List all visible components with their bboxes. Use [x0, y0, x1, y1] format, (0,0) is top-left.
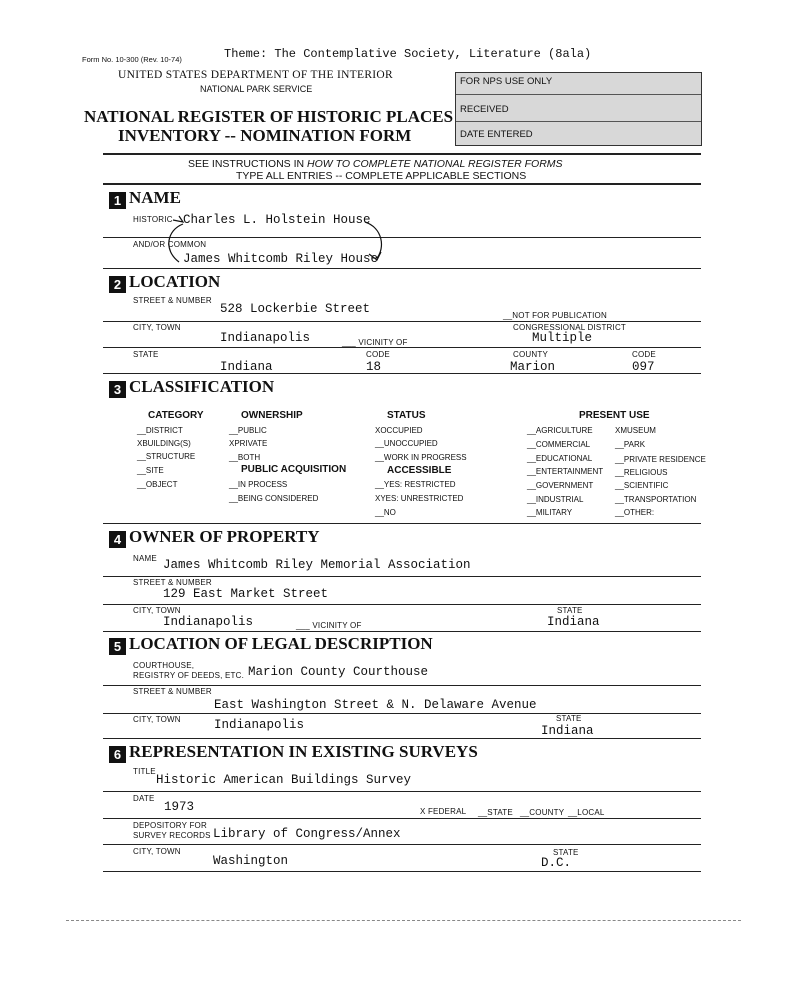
street-value: 528 Lockerbie Street: [220, 302, 371, 316]
street-label: STREET & NUMBER: [133, 296, 212, 305]
section-title: OWNER OF PROPERTY: [129, 527, 320, 546]
rule: [103, 373, 701, 374]
section-1-heading: [109, 188, 181, 209]
category-header: CATEGORY: [148, 410, 204, 421]
historic-label: HISTORIC: [133, 215, 173, 224]
rule: [103, 268, 701, 269]
present-use-option: __RELIGIOUS: [615, 468, 668, 477]
category-option: XBUILDING(S): [137, 439, 191, 448]
common-label: AND/OR COMMON: [133, 240, 207, 249]
survey-title-label: TITLE: [133, 767, 156, 776]
courthouse-label: COURTHOUSE,: [133, 661, 195, 670]
rule: [103, 738, 701, 739]
owner-name-label: NAME: [133, 554, 157, 563]
rule: [103, 523, 701, 524]
form-title-1: NATIONAL REGISTER OF HISTORIC PLACES: [84, 107, 454, 126]
section-number: 1: [109, 192, 126, 209]
county-label: COUNTY: [513, 350, 548, 359]
section-4-heading: [109, 527, 320, 548]
city-label: CITY, TOWN: [133, 715, 181, 724]
date-label: DATE: [133, 794, 155, 803]
rule: [103, 631, 701, 632]
congressional-value: Multiple: [532, 331, 593, 345]
county-option: __COUNTY: [520, 808, 565, 817]
section-number: 3: [109, 381, 126, 398]
section-title: LOCATION OF LEGAL DESCRIPTION: [129, 634, 433, 653]
instructions-title: HOW TO COMPLETE NATIONAL REGISTER FORMS: [307, 158, 563, 170]
county-value: Marion: [510, 360, 556, 374]
acquisition-option: __IN PROCESS: [229, 480, 288, 489]
ownership-option: __PUBLIC: [229, 426, 267, 435]
historic-name: Charles L. Holstein House: [183, 213, 371, 227]
status-option: XOCCUPIED: [375, 426, 423, 435]
section-6-heading: [109, 742, 478, 763]
vicinity-label: ___ VICINITY OF: [296, 621, 362, 630]
present-use-option: __PRIVATE RESIDENCE: [615, 455, 706, 464]
city-label: CITY, TOWN: [133, 606, 181, 615]
code-label: CODE: [366, 350, 390, 359]
present-use-option: __PARK: [615, 440, 646, 449]
service: NATIONAL PARK SERVICE: [200, 84, 313, 94]
legal-street: East Washington Street & N. Delaware Avenue: [214, 698, 537, 712]
accessible-option: __YES: RESTRICTED: [375, 480, 456, 489]
survey-date: 1973: [164, 800, 195, 814]
section-title: CLASSIFICATION: [129, 377, 275, 396]
section-number: 6: [109, 746, 126, 763]
section-number: 4: [109, 531, 126, 548]
federal-option: X FEDERAL: [420, 807, 467, 816]
present-use-option: __AGRICULTURE: [527, 426, 593, 435]
rule: [103, 347, 701, 348]
header-rule: [103, 153, 701, 155]
present-use-option: __COMMERCIAL: [527, 440, 591, 449]
not-for-publication: __NOT FOR PUBLICATION: [503, 311, 607, 320]
registry-label: REGISTRY OF DEEDS, ETC.: [133, 671, 244, 680]
form-title-2: INVENTORY -- NOMINATION FORM: [118, 126, 412, 145]
category-option: __SITE: [137, 466, 164, 475]
rule: [103, 791, 701, 792]
code-value: 18: [366, 360, 382, 374]
instructions-1: [188, 158, 563, 170]
present-use-header: PRESENT USE: [579, 410, 650, 421]
present-use-option: __ENTERTAINMENT: [527, 467, 604, 476]
category-option: __OBJECT: [137, 480, 178, 489]
local-option: __LOCAL: [568, 808, 605, 817]
acquisition-option: __BEING CONSIDERED: [229, 494, 319, 503]
instructions-rule: [103, 183, 701, 185]
rule: [103, 713, 701, 714]
accessible-option: __NO: [375, 508, 396, 517]
survey-title: Historic American Buildings Survey: [156, 773, 412, 787]
instructions-2: TYPE ALL ENTRIES -- COMPLETE APPLICABLE SECTIONS: [236, 170, 527, 182]
present-use-option: __SCIENTIFIC: [615, 481, 669, 490]
nps-use-label: FOR NPS USE ONLY: [460, 76, 553, 87]
rule: [103, 576, 701, 577]
public-acquisition-header: PUBLIC ACQUISITION: [241, 464, 347, 475]
ownership-header: OWNERSHIP: [241, 410, 303, 421]
instructions-prefix: SEE INSTRUCTIONS IN: [188, 158, 308, 170]
status-option: __UNOCCUPIED: [375, 439, 438, 448]
section-title: LOCATION: [129, 272, 221, 291]
rule: [103, 871, 701, 872]
legal-state: Indiana: [541, 724, 594, 738]
state-label: STATE: [133, 350, 159, 359]
legal-city: Indianapolis: [214, 718, 305, 732]
nps-use-box: [455, 72, 702, 146]
category-option: __DISTRICT: [137, 426, 183, 435]
theme-line: Theme: The Contemplative Society, Literature (8ala): [224, 47, 592, 61]
form-number: Form No. 10-300 (Rev. 10-74): [82, 55, 182, 64]
rule: [103, 321, 701, 322]
section-number: 5: [109, 638, 126, 655]
owner-name: James Whitcomb Riley Memorial Association: [163, 558, 471, 572]
survey-state: D.C.: [541, 856, 572, 870]
city-value: Indianapolis: [220, 331, 311, 345]
courthouse-value: Marion County Courthouse: [248, 665, 429, 679]
survey-city: Washington: [213, 854, 289, 868]
section-title: NAME: [129, 188, 181, 207]
date-entered-label: DATE ENTERED: [460, 129, 533, 140]
depository-label-2: SURVEY RECORDS: [133, 831, 211, 840]
street-label: STREET & NUMBER: [133, 687, 212, 696]
nps-divider: [456, 94, 701, 95]
accessible-header: ACCESSIBLE: [387, 465, 452, 476]
received-label: RECEIVED: [460, 104, 509, 115]
depository-value: Library of Congress/Annex: [213, 827, 401, 841]
congressional-label: CONGRESSIONAL DISTRICT: [513, 323, 627, 332]
vicinity-label: ___ VICINITY OF: [342, 338, 408, 347]
common-name: James Whitcomb Riley House: [183, 252, 379, 266]
county-code-label: CODE: [632, 350, 656, 359]
present-use-option: __MILITARY: [527, 508, 573, 517]
state-label: STATE: [553, 848, 579, 857]
swap-arrows-icon: [155, 210, 395, 270]
ownership-option: __BOTH: [229, 453, 261, 462]
present-use-option: __GOVERNMENT: [527, 481, 594, 490]
rule: [103, 818, 701, 819]
ownership-option: XPRIVATE: [229, 439, 268, 448]
street-label: STREET & NUMBER: [133, 578, 212, 587]
nps-divider: [456, 121, 701, 122]
present-use-option: __EDUCATIONAL: [527, 454, 593, 463]
section-5-heading: [109, 634, 433, 655]
rule: [103, 844, 701, 845]
section-2-heading: [109, 272, 220, 293]
status-option: __WORK IN PROGRESS: [375, 453, 467, 462]
section-number: 2: [109, 276, 126, 293]
city-label: CITY, TOWN: [133, 847, 181, 856]
category-option: __STRUCTURE: [137, 452, 196, 461]
owner-street: 129 East Market Street: [163, 587, 329, 601]
bottom-dashed-rule: [66, 920, 741, 921]
present-use-option: __TRANSPORTATION: [615, 495, 697, 504]
department: UNITED STATES DEPARTMENT OF THE INTERIOR: [118, 69, 394, 81]
state-option: __STATE: [478, 808, 513, 817]
state-value: Indiana: [220, 360, 273, 374]
state-label: STATE: [557, 606, 583, 615]
section-title: REPRESENTATION IN EXISTING SURVEYS: [129, 742, 478, 761]
status-header: STATUS: [387, 410, 426, 421]
depository-label-1: DEPOSITORY FOR: [133, 821, 207, 830]
city-label: CITY, TOWN: [133, 323, 181, 332]
owner-city: Indianapolis: [163, 615, 254, 629]
section-3-heading: [109, 377, 274, 398]
accessible-option: XYES: UNRESTRICTED: [375, 494, 464, 503]
rule: [103, 685, 701, 686]
rule: [103, 604, 701, 605]
present-use-option: XMUSEUM: [615, 426, 656, 435]
present-use-option: __OTHER:: [615, 508, 655, 517]
present-use-option: __INDUSTRIAL: [527, 495, 584, 504]
county-code-value: 097: [632, 360, 655, 374]
owner-state: Indiana: [547, 615, 600, 629]
state-label: STATE: [556, 714, 582, 723]
